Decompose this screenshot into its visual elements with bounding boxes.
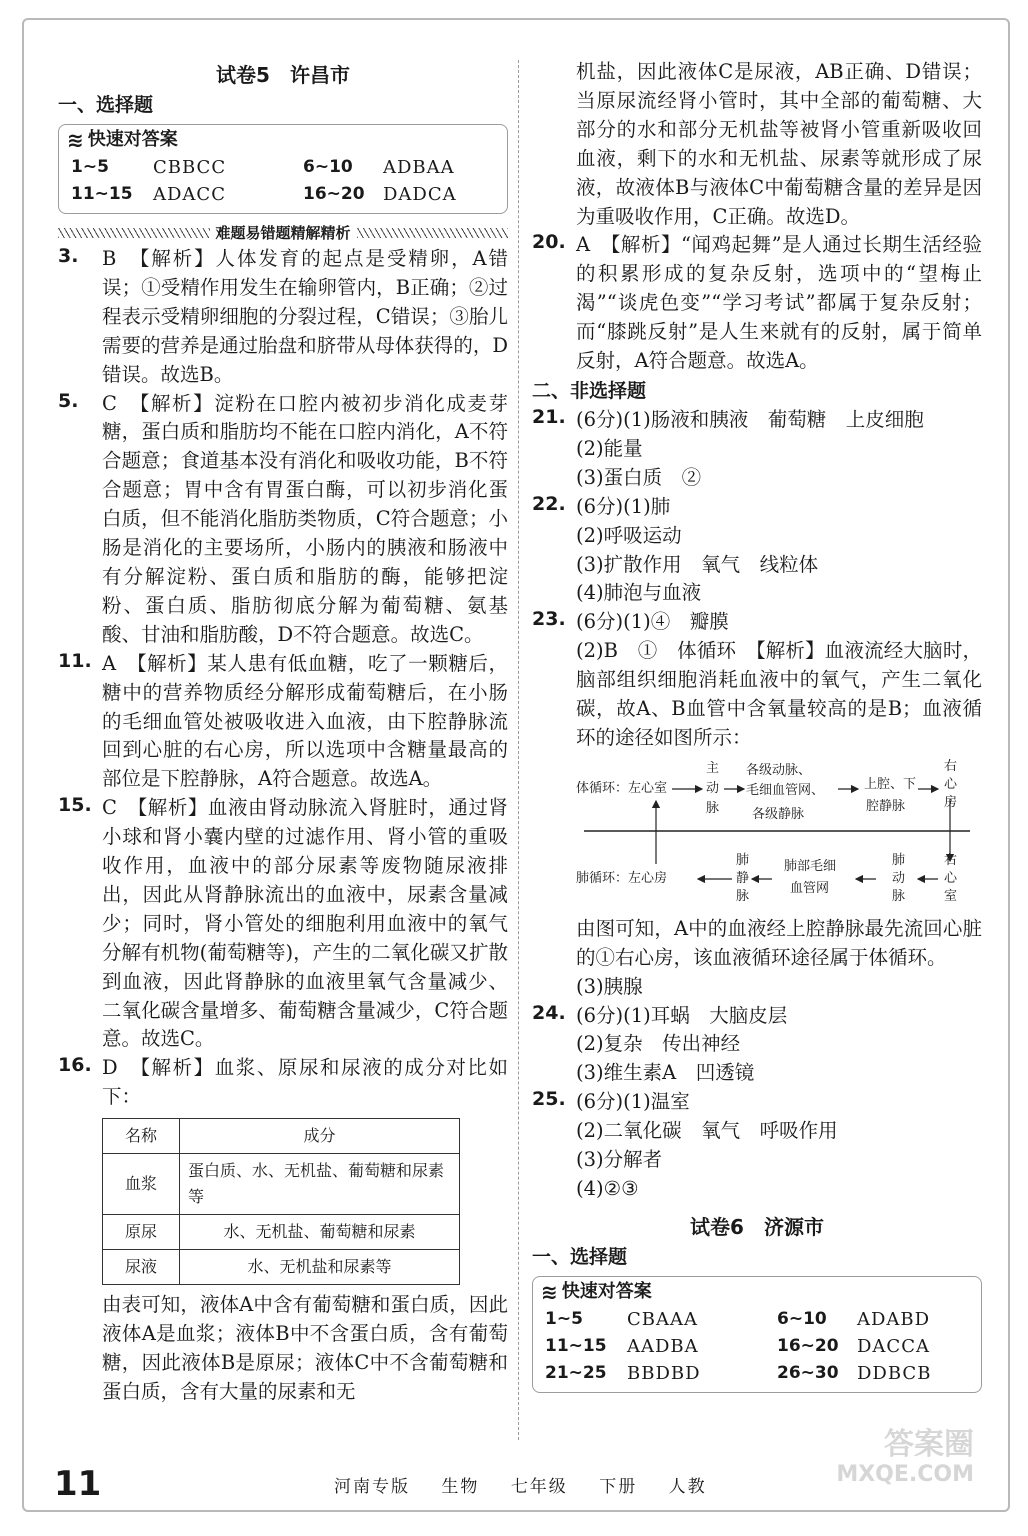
question-24: 24. (6分)(1)耳蜗 大脑皮层 (2)复杂 传出神经 (3)维生素A 凹透镜 bbox=[532, 1001, 788, 1085]
question-16-continued: 机盐，因此液体C是尿液，AB正确、D错误；当原尿流经肾小管时，其中全部的葡萄糖、大部分的水和部分无机盐等被肾小管重新吸收回血液，剩下的水和无机盐、尿素等就形成了尿液，故液体B与液体C中葡萄糖含量的差异是因为重吸收作用，C正确。故选D。 bbox=[576, 60, 982, 228]
exam-title: 试卷5 许昌市 bbox=[216, 63, 350, 87]
table-row: 原尿 水、无机盐、葡萄糖和尿素 bbox=[103, 1215, 460, 1250]
quick-answer-box bbox=[58, 124, 508, 214]
answer-grid: 1~5 CBAAA 6~10 ADABD 11~15 AADBA 16~20 DACCA 21~25 BBDBD 26~30 DDBCB bbox=[545, 1308, 932, 1384]
question-20: 20. A 【解析】“闻鸡起舞”是人通过长期生活经验的积累形成的复杂反射，选项中的“望梅止渴”“谈虎色变”“学习考试”都属于复杂反射；而“膝跳反射”是人生来就有的反射，属于简单反射，A符合题意。故选A。 bbox=[532, 231, 982, 373]
question-15: 15. C 【解析】血液由肾动脉流入肾脏时，通过肾小球和肾小囊内壁的过滤作用、肾小管的重吸收作用，血液中的部分尿素等废物随尿液排出，因此从肾静脉流出的血液中，尿素含量减少；同时，肾小管处的细胞利用血液中的氧气分解有机物(葡萄糖等)，产生的二氧化碳又扩散到血液，因此肾静脉的血液里氧气含量减少、二氧化碳含量增多、葡萄糖含量减少，C符合题意。故选C。 bbox=[58, 794, 508, 1051]
question-23: 23. (6分)(1)④ 瓣膜 (2)B ① 体循环 【解析】血液流经大脑时，脑部组织细胞消耗血液中的氧气，产生二氧化碳，故A、B血管中含氧量较高的是B；血液循环的途径如图所示： bbox=[532, 608, 982, 749]
footer-info: 河南专版 生物 七年级 下册 人教 bbox=[334, 1477, 707, 1497]
section-heading: 一、选择题 bbox=[58, 94, 154, 116]
pulmonary-label: 肺循环：左心房 bbox=[576, 870, 668, 886]
table-header-row: 名称 成分 bbox=[103, 1119, 460, 1154]
section-heading: 一、选择题 bbox=[532, 1245, 628, 1268]
right-column bbox=[532, 58, 982, 1401]
quick-answer-box bbox=[532, 1276, 982, 1393]
composition-table bbox=[102, 1118, 460, 1285]
question-3: 3. B 【解析】人体发育的起点是受精卵，A错误；①受精作用发生在输卵管内，B正确；②过程表示受精卵细胞的分裂过程，C错误；③胎儿需要的营养是通过胎盘和脐带从母体获得的，D错误。故选B。 bbox=[58, 245, 508, 386]
hatch-decoration bbox=[58, 228, 210, 238]
question-11: 11. A 【解析】某人患有低血糖，吃了一颗糖后，糖中的营养物质经分解形成葡萄糖后，在小肠的毛细血管处被吸收进入血液，由下腔静脉流回到心脏的右心房，所以选项中含糖量最高的部位是下腔静脉，A符合题意。故选A。 bbox=[58, 649, 508, 791]
quick-answer-header: ≋ 快速对答案 bbox=[67, 127, 186, 153]
page-number: 11 bbox=[54, 1464, 102, 1504]
wave-icon: ≋ bbox=[67, 128, 82, 152]
section-heading: 二、非选择题 bbox=[532, 379, 647, 402]
blood-circulation-diagram: 体循环：左心室 主 动 脉 各级动脉、 毛细血管网、 各级静脉 上腔、下 腔静脉 右 心 房 肺循环：左心房 肺 静 脉 肺部毛细 血管网 肺 动 脉 右 心 室 bbox=[576, 759, 976, 909]
hard-questions-title: 难题易错题精解精析 bbox=[58, 222, 508, 243]
systemic-label: 体循环：左心室 bbox=[576, 780, 668, 796]
exam-title: 试卷6 济源市 bbox=[690, 1214, 824, 1239]
answer-grid: 1~5 CBBCC 6~10 ADBAA 11~15 ADACC 16~20 DADCA bbox=[71, 157, 457, 205]
question-16: 16. D 【解析】血浆、原尿和尿液的成分对比如下： bbox=[58, 1054, 508, 1109]
question-22: 22. (6分)(1)肺 (2)呼吸运动 (3)扩散作用 氧气 线粒体 (4)肺泡与血液 bbox=[532, 492, 819, 605]
question-5: 5. C 【解析】淀粉在口腔内被初步消化成麦芽糖，蛋白质和脂肪均不能在口腔内消化，A不符合题意；食道基本没有消化和吸收功能，B不符合题意；胃中含有胃蛋白酶，可以初步消化蛋白质，但不能消化脂肪类物质，C符合题意；小肠是消化的主要场所，小肠内的胰液和肠液中有分解淀粉、蛋白质和脂肪的酶，能够把淀粉、蛋白质、脂肪彻底分解为葡萄糖、氨基酸、甘油和脂肪酸，D不符合题意。故选C。 bbox=[58, 389, 508, 646]
question-25: 25. (6分)(1)温室 (2)二氧化碳 氧气 呼吸作用 (3)分解者 (4)②③ bbox=[532, 1088, 838, 1200]
left-column bbox=[58, 58, 508, 1407]
question-23-conclusion: 由图可知，A中的血液经上腔静脉最先流回心脏的①右心房，该血液循环途径属于体循环。 (3)胰腺 bbox=[576, 916, 982, 998]
column-divider bbox=[518, 60, 519, 1440]
table-row: 尿液 水、无机盐和尿素等 bbox=[103, 1250, 460, 1285]
question-16-conclusion: 由表可知，液体A中含有葡萄糖和蛋白质，因此液体A是血浆；液体B中不含蛋白质，含有葡萄糖，因此液体B是原尿；液体C中不含葡萄糖和蛋白质，含有大量的尿素和无 bbox=[102, 1293, 508, 1403]
watermark-logo: 答案圈 MXQE.COM bbox=[836, 1427, 974, 1487]
page-footer bbox=[24, 1427, 1004, 1504]
quick-answer-header: ≋ 快速对答案 bbox=[541, 1279, 660, 1305]
hatch-decoration bbox=[357, 228, 509, 238]
question-21: 21. (6分)(1)肠液和胰液 葡萄糖 上皮细胞 (2)能量 (3)蛋白质 ② bbox=[532, 405, 924, 489]
wave-icon: ≋ bbox=[541, 1279, 556, 1304]
table-row: 血浆 蛋白质、水、无机盐、葡萄糖和尿素等 bbox=[103, 1154, 460, 1215]
